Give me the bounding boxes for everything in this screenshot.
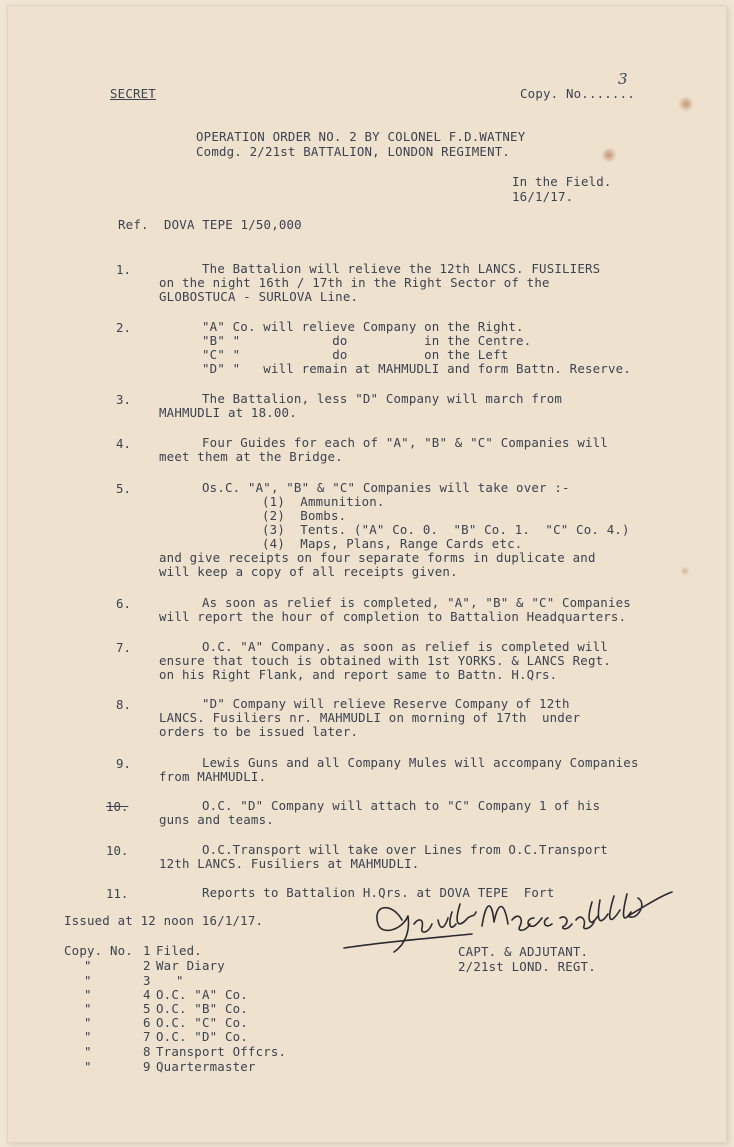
distribution-recipient: Transport Offcrs. [156,1044,287,1059]
rust-stain [678,96,694,112]
order-title: OPERATION ORDER NO. 2 BY COLONEL F.D.WATNEY [196,129,526,144]
distribution-number: 5 [143,1001,151,1016]
paragraph-number: 8. [116,697,131,712]
distribution-recipient: " [176,973,184,988]
distribution-number: 2 [143,958,151,973]
paragraph-line: ensure that touch is obtained with 1st YORKS. & LANCS Regt. [159,653,611,668]
map-reference: Ref. DOVA TEPE 1/50,000 [118,217,302,232]
paragraph-line: The Battalion will relieve the 12th LANCS. FUSILIERS [202,261,601,276]
paragraph-number: 10. [106,843,129,858]
paragraph-number-struck: 10. [106,799,129,814]
distribution-recipient: O.C. "D" Co. [156,1029,248,1044]
paragraph-line: O.C.Transport will take over Lines from O.C.Transport [202,842,608,857]
paragraph-number: 3. [116,392,131,407]
paragraph-line: will report the hour of completion to Battalion Headquarters. [159,609,627,624]
paragraph-line: O.C. "D" Company will attach to "C" Company 1 of his [202,798,601,813]
paragraph-line: 12th LANCS. Fusiliers at MAHMUDLI. [159,856,420,871]
place: In the Field. [512,174,612,189]
paragraph-line: "A" Co. will relieve Company on the Right. [202,319,524,334]
distribution-recipient: Quartermaster [156,1059,256,1074]
order-subtitle: Comdg. 2/21st BATTALION, LONDON REGIMENT. [196,144,511,159]
distribution-recipient: O.C. "B" Co. [156,1001,248,1016]
paragraph-line: from MAHMUDLI. [159,769,267,784]
paragraph-line: (4) Maps, Plans, Range Cards etc. [262,536,523,551]
distribution-recipient: O.C. "A" Co. [156,987,248,1002]
distribution-number: 7 [143,1029,151,1044]
paragraph-line: on the night 16th / 17th in the Right Sector of the [159,275,550,290]
paragraph-line: "B" " do in the Centre. [202,333,532,348]
paragraph-line: (1) Ammunition. [262,494,385,509]
distribution-prefix: " [84,973,92,988]
paragraph-number: 7. [116,640,131,655]
paragraph-line: The Battalion, less "D" Company will march from [202,391,563,406]
distribution-prefix: " [84,1044,92,1059]
paragraph-number: 4. [116,436,131,451]
distribution-recipient: War Diary [156,958,225,973]
distribution-number: 9 [143,1059,151,1074]
distribution-prefix: " [84,987,92,1002]
paragraph-line: "C" " do on the Left [202,347,509,362]
paragraph-line: Four Guides for each of "A", "B" & "C" Companies will [202,435,608,450]
distribution-recipient: O.C. "C" Co. [156,1015,248,1030]
paragraph-line: and give receipts on four separate forms in duplicate and [159,550,596,565]
paragraph-number: 9. [116,756,131,771]
paragraph-line: GLOBOSTUCA - SURLOVA Line. [159,289,359,304]
distribution-prefix: " [84,1001,92,1016]
paragraph-number: 11. [106,886,129,901]
paragraph-line: "D" " will remain at MAHMUDLI and form Battn. Reserve. [202,361,631,376]
handwritten-copy-number: 3 [618,70,628,88]
paragraph-line: MAHMUDLI at 18.00. [159,405,297,420]
paragraph-line: meet them at the Bridge. [159,449,343,464]
distribution-number: 4 [143,987,151,1002]
paragraph-line: LANCS. Fusiliers nr. MAHMUDLI on morning of 17th under [159,710,581,725]
distribution-number: 8 [143,1044,151,1059]
rust-stain [600,148,618,162]
distribution-prefix: " [84,1015,92,1030]
issued-line: Issued at 12 noon 16/1/17. [64,913,264,928]
paragraph-line: Os.C. "A", "B" & "C" Companies will take over :- [202,480,570,495]
signature-unit: 2/21st LOND. REGT. [458,959,596,974]
distribution-number: 6 [143,1015,151,1030]
paragraph-number: 6. [116,596,131,611]
distribution-number: 3 [143,973,151,988]
paragraph-line: O.C. "A" Company. as soon as relief is completed will [202,639,608,654]
rust-stain [680,566,690,576]
distribution-recipient: Filed. [156,943,202,958]
paragraph-line: Reports to Battalion H.Qrs. at DOVA TEPE Fort [202,885,555,900]
signature-rank: CAPT. & ADJUTANT. [458,944,589,959]
paragraph-number: 2. [116,320,131,335]
paragraph-line: guns and teams. [159,812,274,827]
distribution-prefix: " [84,1059,92,1074]
distribution-prefix: " [84,1029,92,1044]
secret-label: SECRET [110,86,156,101]
paragraph-line: (3) Tents. ("A" Co. 0. "B" Co. 1. "C" Co. 4.) [262,522,630,537]
paragraph-number: 1. [116,262,131,277]
date: 16/1/17. [512,189,574,204]
distribution-prefix: " [84,958,92,973]
paragraph-number: 5. [116,481,131,496]
paragraph-line: will keep a copy of all receipts given. [159,564,458,579]
distribution-prefix: Copy. No. [64,943,133,958]
paragraph-line: (2) Bombs. [262,508,347,523]
paragraph-line: As soon as relief is completed, "A", "B" & "C" Companies [202,595,631,610]
distribution-number: 1 [143,943,151,958]
paragraph-line: on his Right Flank, and report same to Battn. H.Qrs. [159,667,558,682]
paragraph-line: "D" Company will relieve Reserve Company of 12th [202,696,570,711]
paragraph-line: orders to be issued later. [159,724,359,739]
paragraph-line: Lewis Guns and all Company Mules will accompany Companies [202,755,639,770]
copy-number: Copy. No....... [520,86,635,101]
